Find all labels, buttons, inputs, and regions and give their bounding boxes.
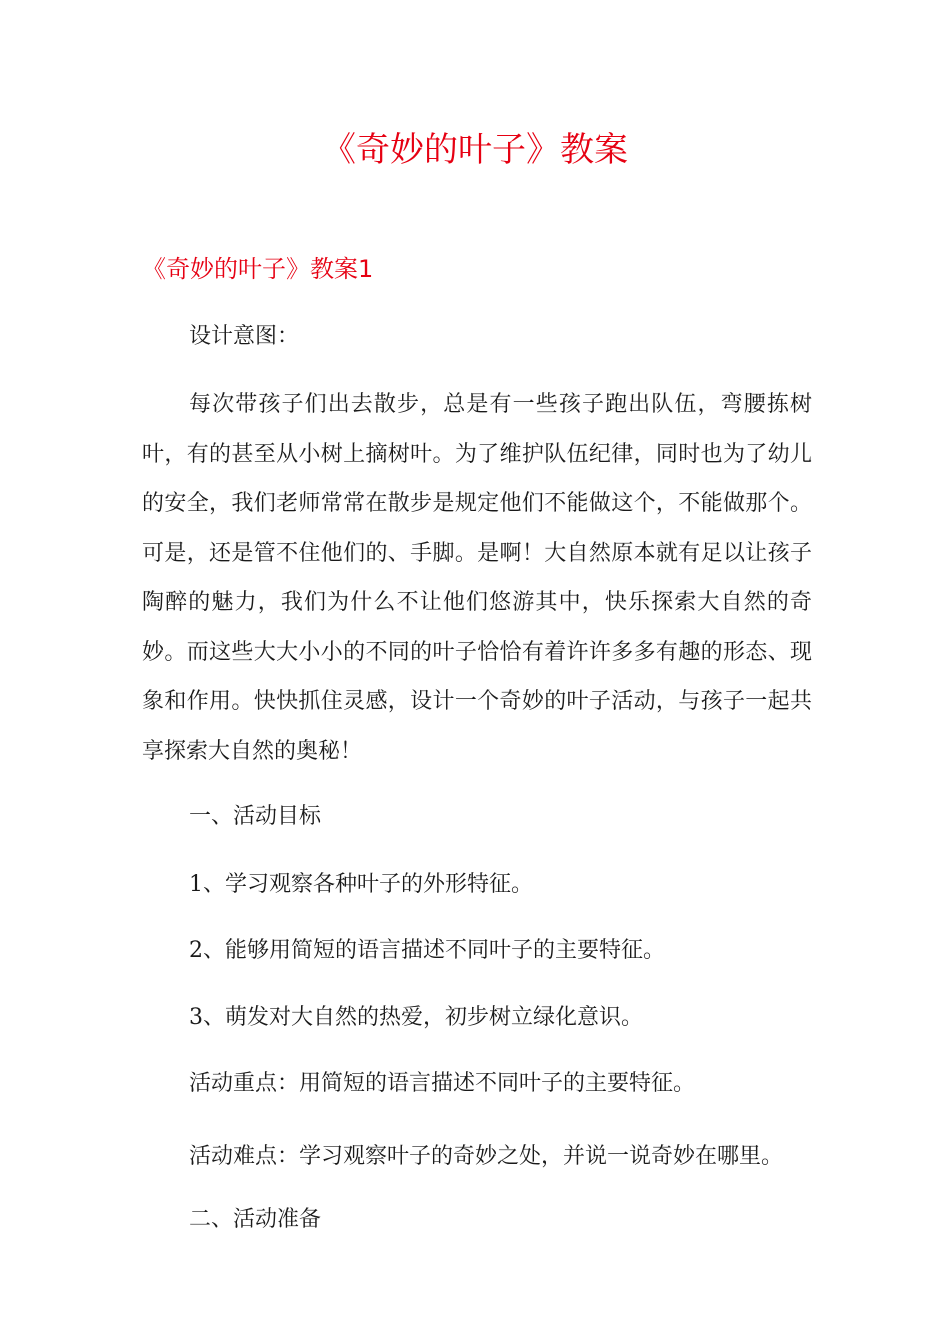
section-heading: 《奇妙的叶子》教案1	[142, 255, 374, 283]
goal-item-1: 1、学习观察各种叶子的外形特征。	[189, 872, 533, 897]
document-title: 《奇妙的叶子》教案	[322, 130, 628, 170]
goal-item-3: 3、萌发对大自然的热爱，初步树立绿化意识。	[189, 1005, 643, 1030]
prep-heading: 二、活动准备	[189, 1207, 322, 1232]
design-intent-label: 设计意图：	[189, 324, 300, 349]
key-point: 活动重点：用简短的语言描述不同叶子的主要特征。	[189, 1071, 696, 1096]
goal-item-2: 2、能够用简短的语言描述不同叶子的主要特征。	[189, 938, 665, 963]
goals-heading: 一、活动目标	[189, 804, 322, 829]
design-intent-paragraph: 每次带孩子们出去散步，总是有一些孩子跑出队伍，弯腰拣树叶，有的甚至从小树上摘树叶。为了维护队伍纪律，同时也为了幼儿的安全，我们老师常常在散步是规定他们不能做这个，不能做那个。可是，还是管不住他们的、手脚。是啊！大自然原本就有足以让孩子陶醉的魅力，我们为什么不让他们悠游其中，快乐探索大自然的奇妙。而这些大大小小的不同的叶子恰恰有着许许多多有趣的形态、现象和作用。快快抓住灵感，设计一个奇妙的叶子活动，与孩子一起共享探索大自然的奥秘！	[142, 392, 812, 764]
difficulty-point: 活动难点：学习观察叶子的奇妙之处，并说一说奇妙在哪里。	[189, 1144, 784, 1169]
